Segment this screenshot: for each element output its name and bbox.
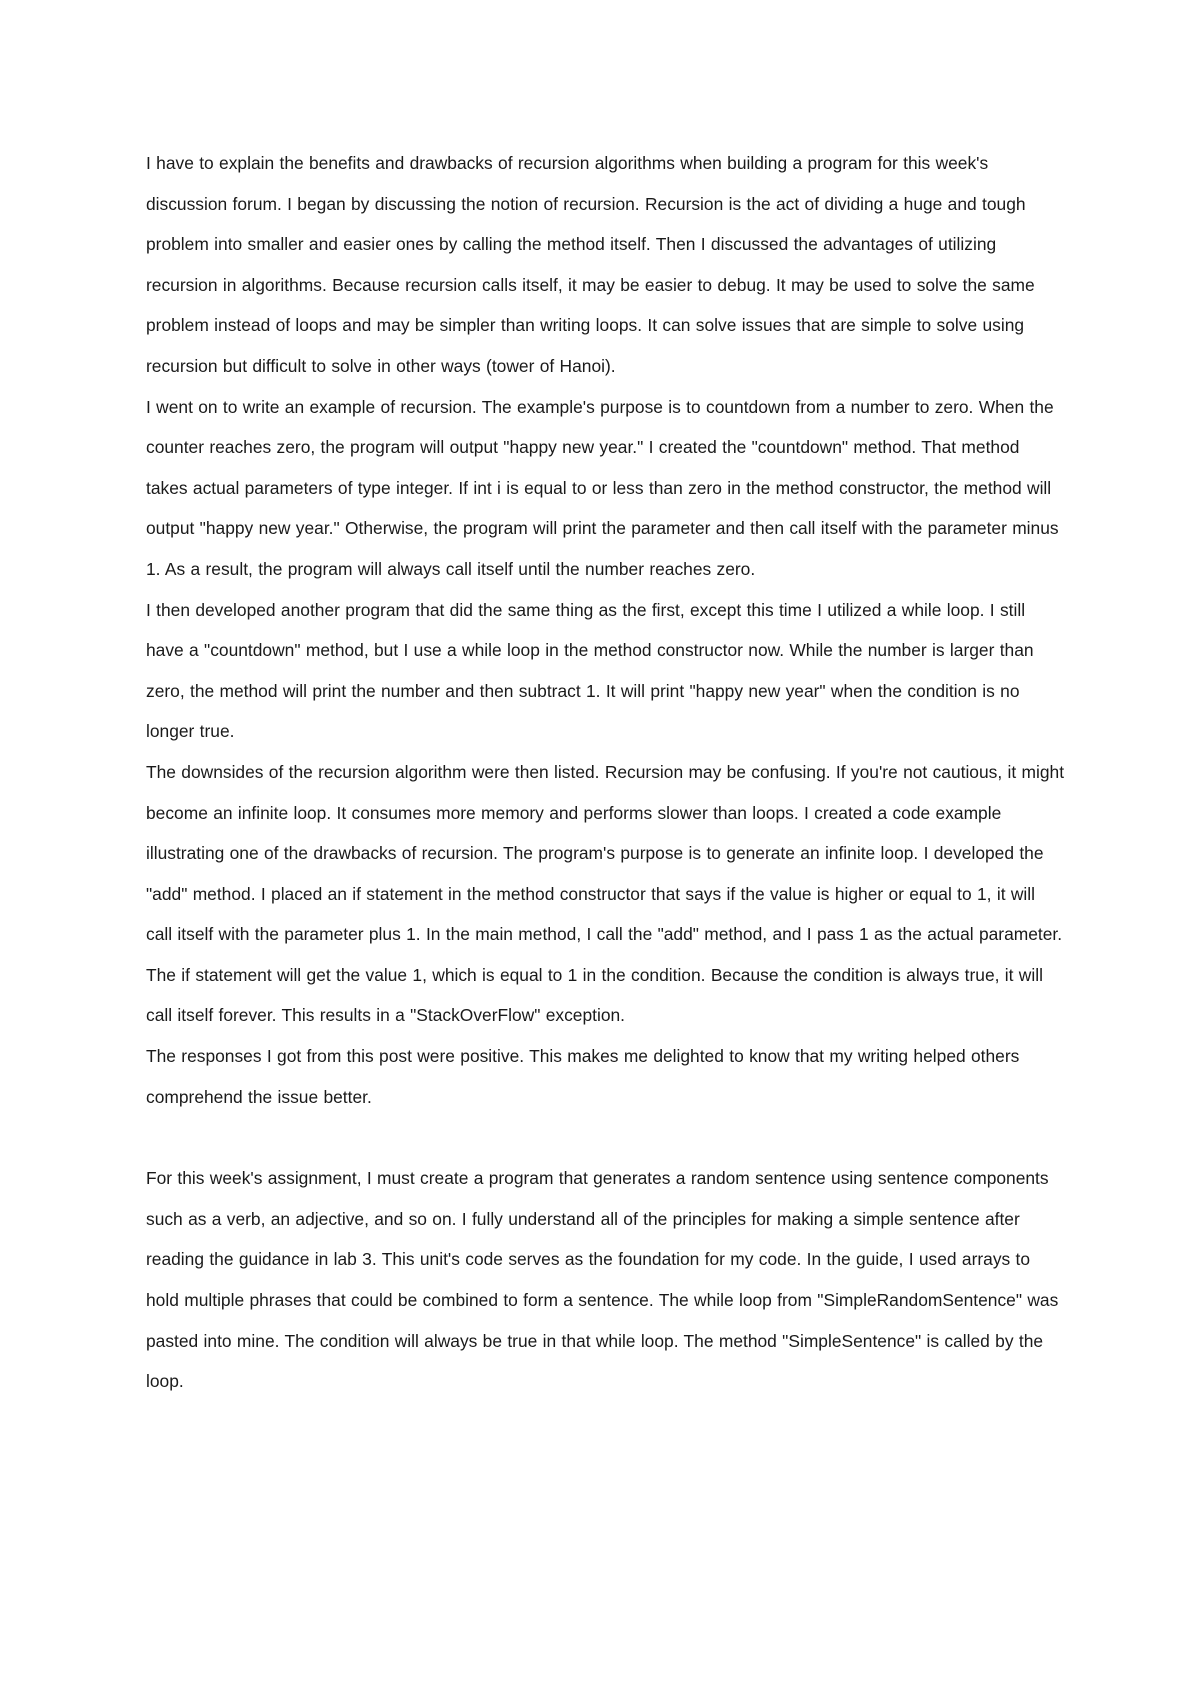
- paragraph-while-loop-example: I then developed another program that did the same thing as the first, except this time I utilized a while loop. I still have a "countdown" method, but I use a while loop in the method constructor now. While the number is larger than zero, the method will print the number and then subtract 1. It will print "happy new year" when the condition is no longer true.: [146, 599, 1034, 742]
- paragraph-recursion-example: I went on to write an example of recursion. The example's purpose is to countdown from a number to zero. When the counter reaches zero, the program will output "happy new year." I created the "countdown" method. That method takes actual parameters of type integer. If int i is equal to or less than zero in the method constructor, the method will output "happy new year." Otherwise, the program will print the parameter and then call itself with the parameter minus 1. As a result, the program will always call itself until the number reaches zero.: [146, 396, 1059, 579]
- document-body: [146, 143, 1066, 1402]
- paragraph-recursion-downsides: The downsides of the recursion algorithm were then listed. Recursion may be confusing. If you're not cautious, it might become an infinite loop. It consumes more memory and performs slower than loops. I created a code example illustrating one of the drawbacks of recursion. The program's purpose is to generate an infinite loop. I developed the "add" method. I placed an if statement in the method constructor that says if the value is higher or equal to 1, it will call itself with the parameter plus 1. In the main method, I call the "add" method, and I pass 1 as the actual parameter. The if statement will get the value 1, which is equal to 1 in the condition. Because the condition is always true, it will call itself forever. This results in a "StackOverFlow" exception.: [146, 761, 1065, 1026]
- paragraph-responses: The responses I got from this post were positive. This makes me delighted to know that my writing helped others comprehend the issue better.: [146, 1046, 1020, 1107]
- paragraph-recursion-benefits: I have to explain the benefits and drawbacks of recursion algorithms when building a program for this week's discussion forum. I began by discussing the notion of recursion. Recursion is the act of dividing a huge and tough problem into smaller and easier ones by calling the method itself. Then I discussed the advantages of utilizing recursion in algorithms. Because recursion calls itself, it may be easier to debug. It may be used to solve the same problem instead of loops and may be simpler than writing loops. It can solve issues that are simple to solve using recursion but difficult to solve in other ways (tower of Hanoi).: [146, 153, 1035, 376]
- paragraph-assignment: For this week's assignment, I must create a program that generates a random sentence using sentence components such as a verb, an adjective, and so on. I fully understand all of the principles for making a simple sentence after reading the guidance in lab 3. This unit's code serves as the foundation for my code. In the guide, I used arrays to hold multiple phrases that could be combined to form a sentence. The while loop from "SimpleRandomSentence" was pasted into mine. The condition will always be true in that while loop. The method "SimpleSentence" is called by the loop.: [146, 1168, 1059, 1392]
- paragraph-spacer: [146, 1117, 1066, 1158]
